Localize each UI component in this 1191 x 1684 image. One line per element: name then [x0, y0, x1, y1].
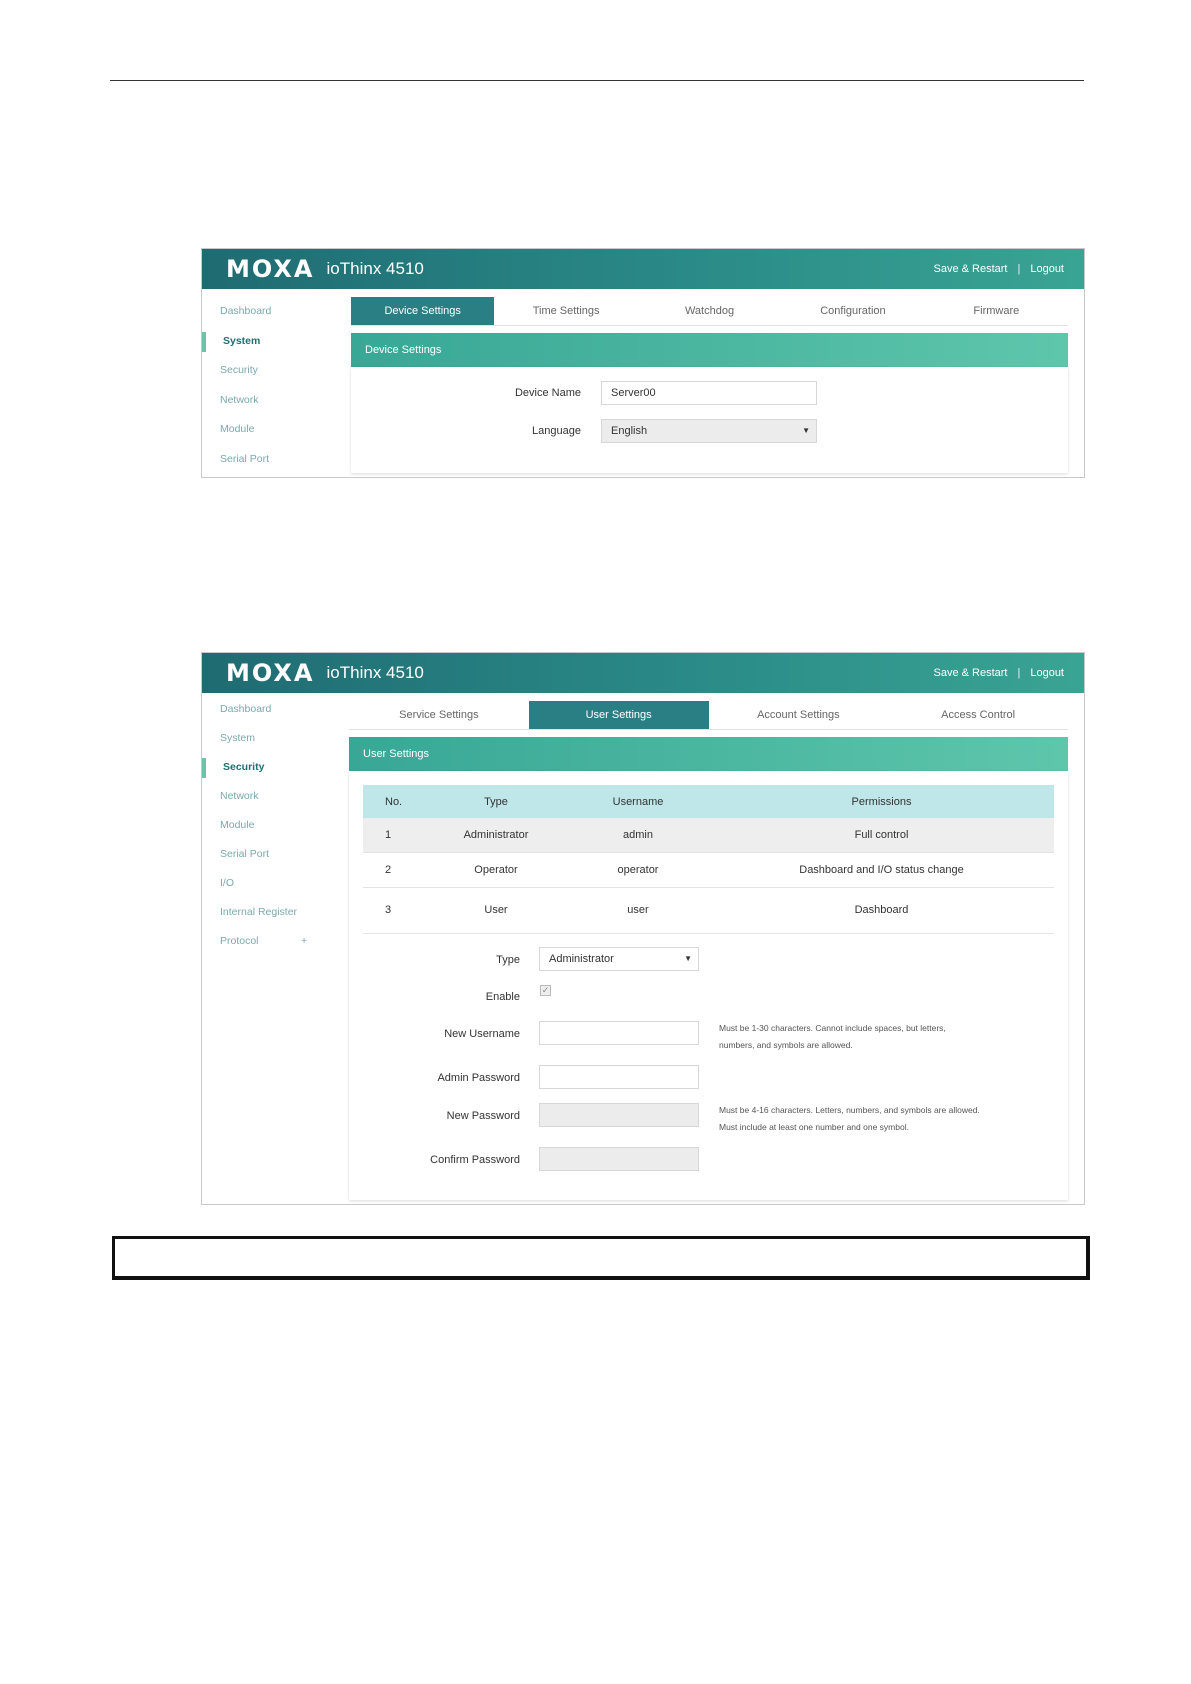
- admin-password-input[interactable]: [539, 1065, 699, 1089]
- logout-link[interactable]: Logout: [1030, 263, 1064, 275]
- tab-bar: [351, 297, 1068, 326]
- panel-body: [349, 771, 1068, 1200]
- cell-type: User: [484, 904, 508, 916]
- sidebar-item-system[interactable]: System: [202, 327, 342, 357]
- cell-permissions: Full control: [854, 829, 909, 841]
- link-separator: |: [1017, 263, 1021, 275]
- column-header-permissions: Permissions: [851, 795, 912, 808]
- table-row[interactable]: [363, 888, 1054, 932]
- cell-type: Operator: [474, 864, 518, 876]
- username-hint: Must be 1-30 characters. Cannot include spaces, but letters, numbers, and symbols are allowed.: [719, 1023, 946, 1050]
- type-label: Type: [496, 954, 520, 966]
- sidebar-item-dashboard[interactable]: Dashboard: [220, 703, 272, 715]
- sidebar-item-internal-register[interactable]: Internal Register: [220, 906, 298, 918]
- sidebar-item-security[interactable]: Security: [202, 753, 342, 782]
- cell-no: 3: [385, 904, 392, 916]
- sidebar: [202, 297, 342, 477]
- moxa-logo: MOXA: [226, 659, 315, 687]
- dropdown-arrow-icon: ▼: [684, 954, 692, 963]
- table-row[interactable]: [363, 853, 1054, 888]
- table-divider: [363, 933, 1054, 934]
- table-row[interactable]: [363, 818, 1054, 853]
- note-box: [112, 1236, 1090, 1280]
- tab-service-settings[interactable]: Service Settings: [399, 709, 479, 721]
- cell-no: 1: [385, 829, 392, 841]
- users-table: [363, 785, 1054, 932]
- cell-username: user: [627, 904, 649, 916]
- panel-title: Device Settings: [351, 333, 1068, 367]
- type-select[interactable]: [539, 947, 699, 971]
- column-header-type: Type: [484, 795, 508, 808]
- cell-username: operator: [617, 864, 659, 876]
- device-name-label: Device Name: [514, 387, 581, 399]
- column-header-username: Username: [612, 795, 664, 808]
- sidebar-item-module[interactable]: Module: [220, 819, 255, 831]
- sidebar-item-serial-port[interactable]: Serial Port: [220, 452, 270, 465]
- main-content: [351, 289, 1068, 477]
- enable-label: Enable: [485, 991, 520, 1003]
- type-value: Administrator: [549, 953, 614, 965]
- product-name: ioThinx 4510: [326, 259, 424, 278]
- tab-device-settings[interactable]: Device Settings: [351, 297, 494, 325]
- cell-permissions: Dashboard and I/O status change: [799, 864, 964, 876]
- sidebar: [202, 695, 342, 1204]
- checkmark-icon: ✓: [541, 985, 550, 995]
- language-select[interactable]: [601, 419, 817, 443]
- link-separator: |: [1017, 667, 1021, 679]
- table-header: [363, 785, 1054, 818]
- main-content: [349, 693, 1068, 1204]
- panel-title: User Settings: [349, 737, 1068, 771]
- tab-configuration[interactable]: Configuration: [820, 305, 886, 317]
- language-value: English: [611, 425, 648, 437]
- sidebar-item-serial-port[interactable]: Serial Port: [220, 848, 270, 860]
- sidebar-item-dashboard[interactable]: Dashboard: [220, 305, 272, 317]
- page-top-rule: [110, 80, 1084, 81]
- admin-password-label: Admin Password: [437, 1072, 520, 1084]
- product-name: ioThinx 4510: [326, 663, 424, 682]
- device-settings-screenshot: [201, 248, 1085, 478]
- password-hint: Must be 4-16 characters. Letters, numbers, and symbols are allowed. Must include at least one number and one symbol.: [719, 1105, 980, 1132]
- sidebar-item-module[interactable]: Module: [220, 423, 255, 435]
- sidebar-item-network[interactable]: Network: [220, 790, 259, 802]
- sidebar-item-security[interactable]: Security: [220, 364, 258, 376]
- column-header-no: No.: [385, 795, 403, 808]
- tab-watchdog[interactable]: Watchdog: [684, 305, 735, 317]
- tab-user-settings[interactable]: User Settings: [529, 701, 709, 729]
- new-username-input[interactable]: [539, 1021, 699, 1045]
- cell-username: admin: [623, 829, 653, 841]
- top-bar: [202, 249, 1084, 289]
- logout-link[interactable]: Logout: [1030, 667, 1064, 679]
- dropdown-arrow-icon: ▼: [802, 426, 810, 435]
- sidebar-item-protocol[interactable]: [202, 927, 342, 956]
- device-name-input[interactable]: Server00: [601, 381, 817, 405]
- enable-checkbox[interactable]: [540, 985, 551, 996]
- sidebar-item-network[interactable]: Network: [220, 393, 259, 406]
- moxa-logo: MOXA: [226, 255, 315, 283]
- new-password-label: New Password: [446, 1110, 520, 1122]
- cell-no: 2: [385, 864, 392, 876]
- expand-plus-icon[interactable]: +: [301, 935, 308, 947]
- confirm-password-input[interactable]: [539, 1147, 699, 1171]
- tab-account-settings[interactable]: Account Settings: [757, 709, 840, 721]
- tab-bar: [349, 701, 1068, 730]
- tab-time-settings[interactable]: Time Settings: [532, 305, 600, 317]
- save-restart-link[interactable]: Save & Restart: [933, 263, 1008, 275]
- panel-body: [351, 367, 1068, 473]
- new-username-label: New Username: [444, 1028, 520, 1040]
- cell-type: Administrator: [463, 829, 529, 841]
- tab-firmware[interactable]: Firmware: [973, 305, 1020, 317]
- sidebar-item-label: Protocol: [220, 935, 259, 947]
- tab-access-control[interactable]: Access Control: [941, 709, 1016, 721]
- top-links: [934, 263, 1065, 275]
- new-password-input[interactable]: [539, 1103, 699, 1127]
- user-settings-screenshot: [201, 652, 1085, 1205]
- sidebar-item-system[interactable]: System: [220, 732, 256, 744]
- top-bar: [202, 653, 1084, 693]
- language-label: Language: [532, 425, 581, 437]
- save-restart-link[interactable]: Save & Restart: [933, 667, 1008, 679]
- confirm-password-label: Confirm Password: [430, 1154, 520, 1166]
- sidebar-item-io[interactable]: I/O: [220, 877, 235, 889]
- top-links: [934, 667, 1065, 679]
- cell-permissions: Dashboard: [854, 904, 909, 916]
